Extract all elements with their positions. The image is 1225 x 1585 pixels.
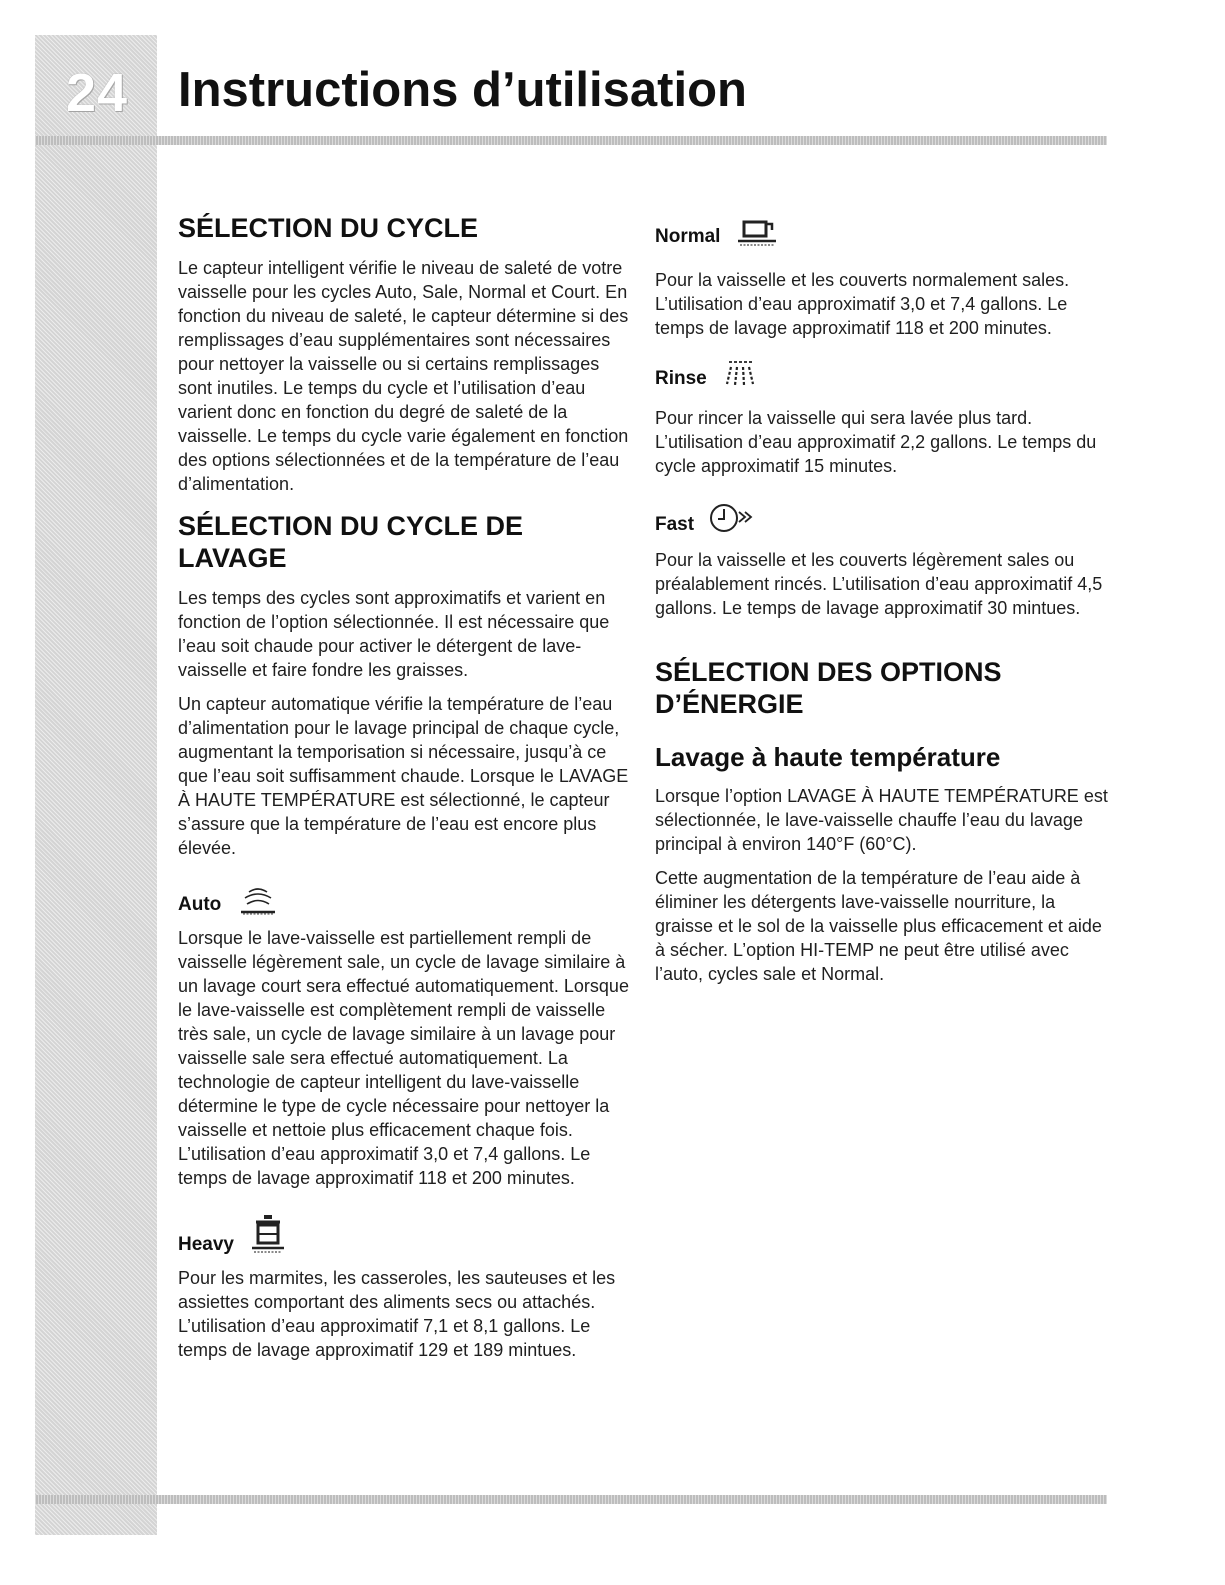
heavy-pot-icon	[248, 1214, 288, 1256]
rinse-cycle-description: Pour rincer la vaisselle qui sera lavée plus tard. L’utilisation d’eau approximatif 2,2 gallons. Le temps du cycle approximatif 15 minutes.	[655, 408, 1097, 476]
normal-cycle-label: Normal	[655, 226, 721, 247]
normal-cycle-description: Pour la vaisselle et les couverts normalement sales. L’utilisation d’eau approximatif 3,0 et 7,4 gallons. Le temps de lavage approximatif 118 et 200 minutes.	[655, 270, 1070, 338]
auto-sensor-icon	[235, 886, 281, 916]
paragraph-high-temp-2: Cette augmentation de la température de l’eau aide à éliminer les détergents lave-vaisselle nourriture, la graisse et le sol de la vaisselle plus efficacement et aide à sécher. L’option HI-TEMP ne peut être utilisé avec l’auto, cycles sale et Normal.	[655, 868, 1102, 984]
rinse-cycle-label: Rinse	[655, 368, 707, 389]
paragraph-cycle-selection: Le capteur intelligent vérifie le niveau de saleté de votre vaisselle pour les cycles Auto, Sale, Normal et Court. En fonction du niveau de saleté, le capteur détermine si des remplissages d’eau supplémentaires sont nécessaires pour nettoyer la vaisselle ou si certains remplissages sont inutiles. Le temps du cycle et l’utilisation d’eau varient donc en fonction du degré de saleté de la vaisselle. Le temps du cycle varie également en fonction des options sélectionnées et de la température de l’eau d’alimentation.	[178, 258, 629, 494]
paragraph-wash-1: Les temps des cycles sont approximatifs et varient en fonction de l’option sélectionnée. Il est nécessaire que l’eau soit chaude pour activer le détergent de lave-vaisselle et faire fondre les graisses.	[178, 588, 610, 680]
side-band	[35, 35, 157, 1535]
left-column	[178, 212, 633, 1372]
paragraph-wash-2: Un capteur automatique vérifie la température de l’eau d’alimentation pour le lavage principal de chaque cycle, augmentant la temporisation si nécessaire, jusqu’à ce que l’eau soit suffisamment chaude. Lorsque le LAVAGE À HAUTE TEMPÉRATURE est sélectionné, le capteur s’assure que la température de l’eau est encore plus élevée.	[178, 694, 629, 858]
page-title: Instructions d’utilisation	[178, 63, 747, 117]
fast-cycle-label: Fast	[655, 514, 695, 535]
bottom-rule	[35, 1495, 1107, 1504]
auto-cycle-description: Lorsque le lave-vaisselle est partiellement rempli de vaisselle légèrement sale, un cycle de lavage similaire à un lavage court sera effectué automatiquement. Lorsque le lave-vaisselle est complètement rempli de vaisselle très sale, un cycle de lavage similaire à un lavage pour vaisselle sale sera effectué automatiquement. La technologie de capteur intelligent du lave-vaisselle détermine le type de cycle nécessaire pour nettoyer la vaisselle et nettoie plus efficacement chaque fois. L’utilisation d’eau approximatif 3,0 et 7,4 gallons. Le temps de lavage approximatif 118 et 200 minutes.	[178, 928, 629, 1188]
heading-high-temp-wash: Lavage à haute température	[655, 742, 1001, 772]
heavy-cycle-label: Heavy	[178, 1234, 234, 1255]
heavy-cycle-description: Pour les marmites, les casseroles, les sauteuses et les assiettes comportant des aliments secs ou attachés. L’utilisation d’eau approximatif 7,1 et 8,1 gallons. Le temps de lavage approximatif 129 et 189 mintues.	[178, 1268, 616, 1360]
rinse-spray-icon	[721, 358, 761, 390]
fast-cycle-description: Pour la vaisselle et les couverts légèrement sales ou préalablement rincés. L’utilisation d’eau approximatif 4,5 gallons. Le temps de lavage approximatif 30 mintues.	[655, 550, 1103, 618]
fast-cycle-header	[655, 500, 1110, 536]
page-number: 24	[65, 63, 129, 123]
normal-dishes-icon	[734, 218, 780, 248]
heading-cycle-selection: SÉLECTION DU CYCLE	[178, 213, 479, 243]
normal-cycle-header	[655, 218, 1110, 248]
heading-energy-options: SÉLECTION DES OPTIONS D’ÉNERGIE	[655, 657, 1002, 719]
fast-clock-icon	[708, 500, 756, 536]
paragraph-high-temp-1: Lorsque l’option LAVAGE À HAUTE TEMPÉRATURE est sélectionnée, le lave-vaisselle chauffe l’eau du lavage principal à environ 140°F (60°C).	[655, 786, 1108, 854]
auto-cycle-header	[178, 886, 633, 916]
rinse-cycle-header	[655, 358, 1110, 390]
auto-cycle-label: Auto	[178, 894, 222, 915]
heavy-cycle-header	[178, 1214, 633, 1256]
right-column	[655, 218, 1110, 996]
heading-wash-cycle-selection: SÉLECTION DU CYCLE DE LAVAGE	[178, 511, 524, 573]
top-rule	[35, 136, 1107, 145]
